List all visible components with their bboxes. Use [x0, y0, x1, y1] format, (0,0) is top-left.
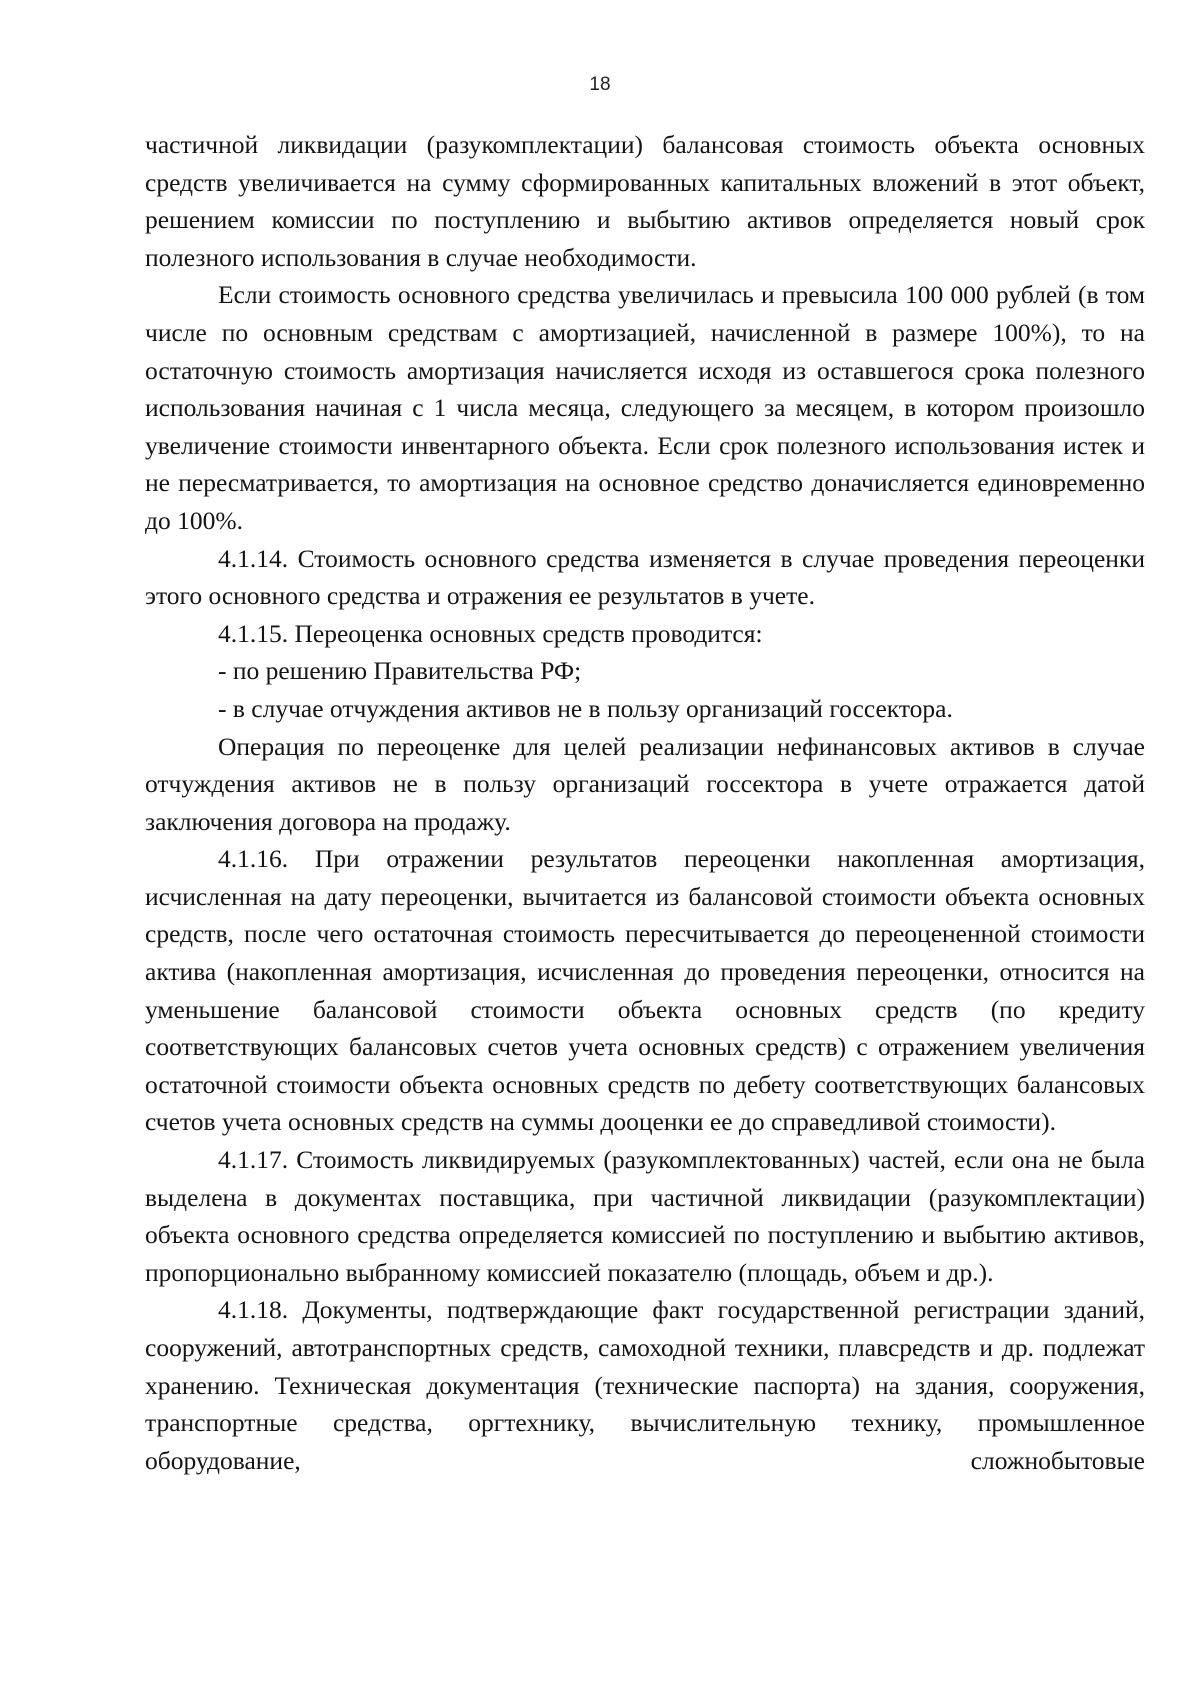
paragraph-revaluation-operation: Операция по переоценке для целей реализации нефинансовых активов в случае отчуждения активов не в пользу организаций госсектора в учете отражается датой заключения договора на продажу.	[145, 731, 1145, 836]
list-item-government-decision: - по решению Правительства РФ;	[218, 656, 582, 686]
paragraph-4-1-18: 4.1.18. Документы, подтверждающие факт государственной регистрации зданий, сооружений, автотранспортных средств, самоходной техники, плавсредств и др. подлежат хранению. Техническая документация (технические паспорта) на здания, сооружения, транспортные средства, оргтехнику, вычислительную технику, промышленное оборудование, сложнобытовые	[145, 1295, 1145, 1475]
document-body	[145, 126, 1145, 1479]
list-item-asset-alienation: - в случае отчуждения активов не в пользу организаций госсектора.	[218, 693, 953, 723]
paragraph-4-1-17: 4.1.17. Стоимость ликвидируемых (разукомплектованных) частей, если она не была выделена в документах поставщика, при частичной ликвидации (разукомплектации) объекта основного средства определяется комиссией по поступлению и выбытию активов, пропорционально выбранному комиссией показателю (площадь, объем и др.).	[145, 1145, 1145, 1287]
paragraph-4-1-15: 4.1.15. Переоценка основных средств проводится:	[218, 618, 763, 648]
paragraph-4-1-16: 4.1.16. При отражении результатов переоценки накопленная амортизация, исчисленная на дату переоценки, вычитается из балансовой стоимости объекта основных средств, после чего остаточная стоимость пересчитывается до переоцененной стоимости актива (накопленная амортизация, исчисленная до проведения переоценки, относится на уменьшение балансовой стоимости объекта основных средств (по кредиту соответствующих балансовых счетов учета основных средств) с отражением увеличения остаточной стоимости объекта основных средств по дебету соответствующих балансовых счетов учета основных средств на суммы дооценки ее до справедливой стоимости).	[145, 844, 1145, 1137]
paragraph-4-1-14: 4.1.14. Стоимость основного средства изменяется в случае проведения переоценки этого основного средства и отражения ее результатов в учете.	[145, 543, 1145, 611]
paragraph-continuation: частичной ликвидации (разукомплектации) балансовая стоимость объекта основных средств увеличивается на сумму сформированных капитальных вложений в этот объект, решением комиссии по поступлению и выбытию активов определяется новый срок полезного использования в случае необходимости.	[145, 130, 1145, 272]
paragraph-depreciation-increase: Если стоимость основного средства увеличилась и превысила 100 000 рублей (в том числе по основным средствам с амортизацией, начисленной в размере 100%), то на остаточную стоимость амортизация начисляется исходя из оставшегося срока полезного использования начиная с 1 числа месяца, следующего за месяцем, в котором произошло увеличение стоимости инвентарного объекта. Если срок полезного использования истек и не пересматривается, то амортизация на основное средство доначисляется единовременно до 100%.	[145, 280, 1145, 535]
page-number: 18	[589, 74, 611, 95]
